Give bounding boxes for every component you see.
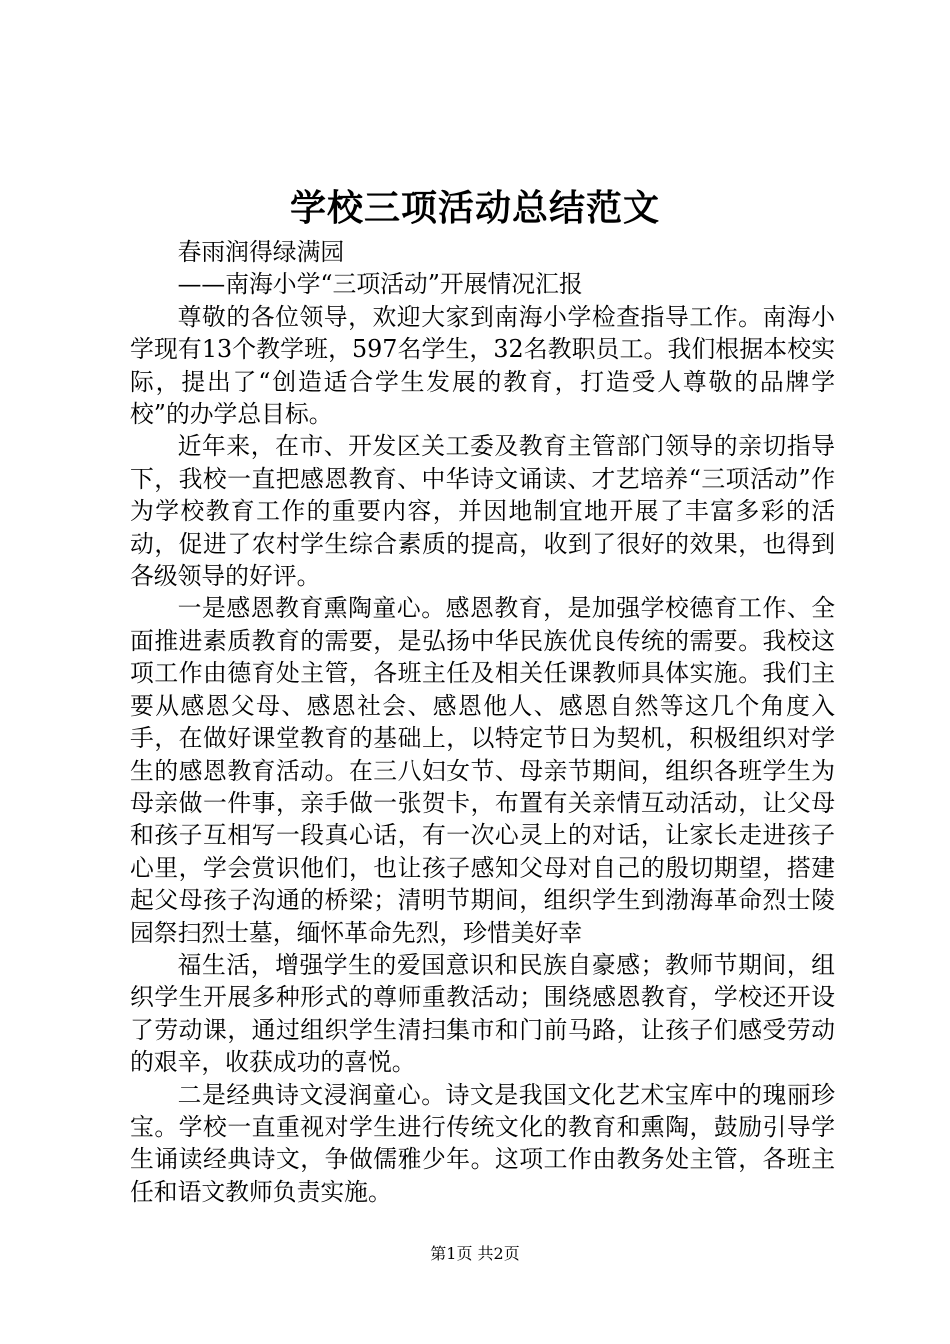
subtitle-report-line: ——南海小学“三项活动”开展情况汇报 <box>177 270 583 299</box>
page-footer: 第1页 共2页 <box>430 1244 520 1263</box>
subtitle-line: 春雨润得绿满园 <box>177 238 345 266</box>
paragraph-overview: 近年来，在市、开发区关工委及教育主管部门领导的亲切指导下，我校一直把感恩教育、中华诗文诵读、才艺培养“三项活动”作为学校教育工作的重要内容，并因地制宜地开展了丰富多彩的活动，促进了农村学生综合素质的提高，收到了很好的效果，也得到各级领导的好评。 <box>130 432 835 591</box>
document-body <box>130 236 835 1208</box>
paragraph-greeting: 尊敬的各位领导，欢迎大家到南海小学检查指导工作。南海小学现有13个教学班，597名学生，32名教职员工。我们根据本校实际，提出了“创造适合学生发展的教育，打造受人尊敬的品牌学校”的办学总目标。 <box>130 302 835 429</box>
document-title: 学校三项活动总结范文 <box>289 187 660 229</box>
paragraph-gratitude-education: 一是感恩教育熏陶童心。感恩教育，是加强学校德育工作、全面推进素质教育的需要，是弘扬中华民族优良传统的需要。我校这项工作由德育处主管，各班主任及相关任课教师具体实施。我们主要从感恩父母、感恩社会、感恩他人、感恩自然等这几个角度入手，在做好课堂教育的基础上，以特定节日为契机，积极组织对学生的感恩教育活动。在三八妇女节、母亲节期间，组织各班学生为母亲做一件事，亲手做一张贺卡，布置有关亲情互动活动，让父母和孩子互相写一段真心话，有一次心灵上的对话，让家长走进孩子心里，学会赏识他们，也让孩子感知父母对自己的殷切期望，搭建起父母孩子沟通的桥梁；清明节期间，组织学生到渤海革命烈士陵园祭扫烈士墓，缅怀革命先烈，珍惜美好幸 <box>130 594 835 947</box>
paragraph-gratitude-continued: 福生活，增强学生的爱国意识和民族自豪感；教师节期间，组织学生开展多种形式的尊师重教活动；围绕感恩教育，学校还开设了劳动课，通过组织学生清扫集市和门前马路，让孩子们感受劳动的艰辛，收获成功的喜悦。 <box>130 950 835 1077</box>
paragraph-classic-poetry: 二是经典诗文浸润童心。诗文是我国文化艺术宝库中的瑰丽珍宝。学校一直重视对学生进行传统文化的教育和熏陶，鼓励引导学生诵读经典诗文，争做儒雅少年。这项工作由教务处主管，各班主任和语文教师负责实施。 <box>130 1080 835 1206</box>
